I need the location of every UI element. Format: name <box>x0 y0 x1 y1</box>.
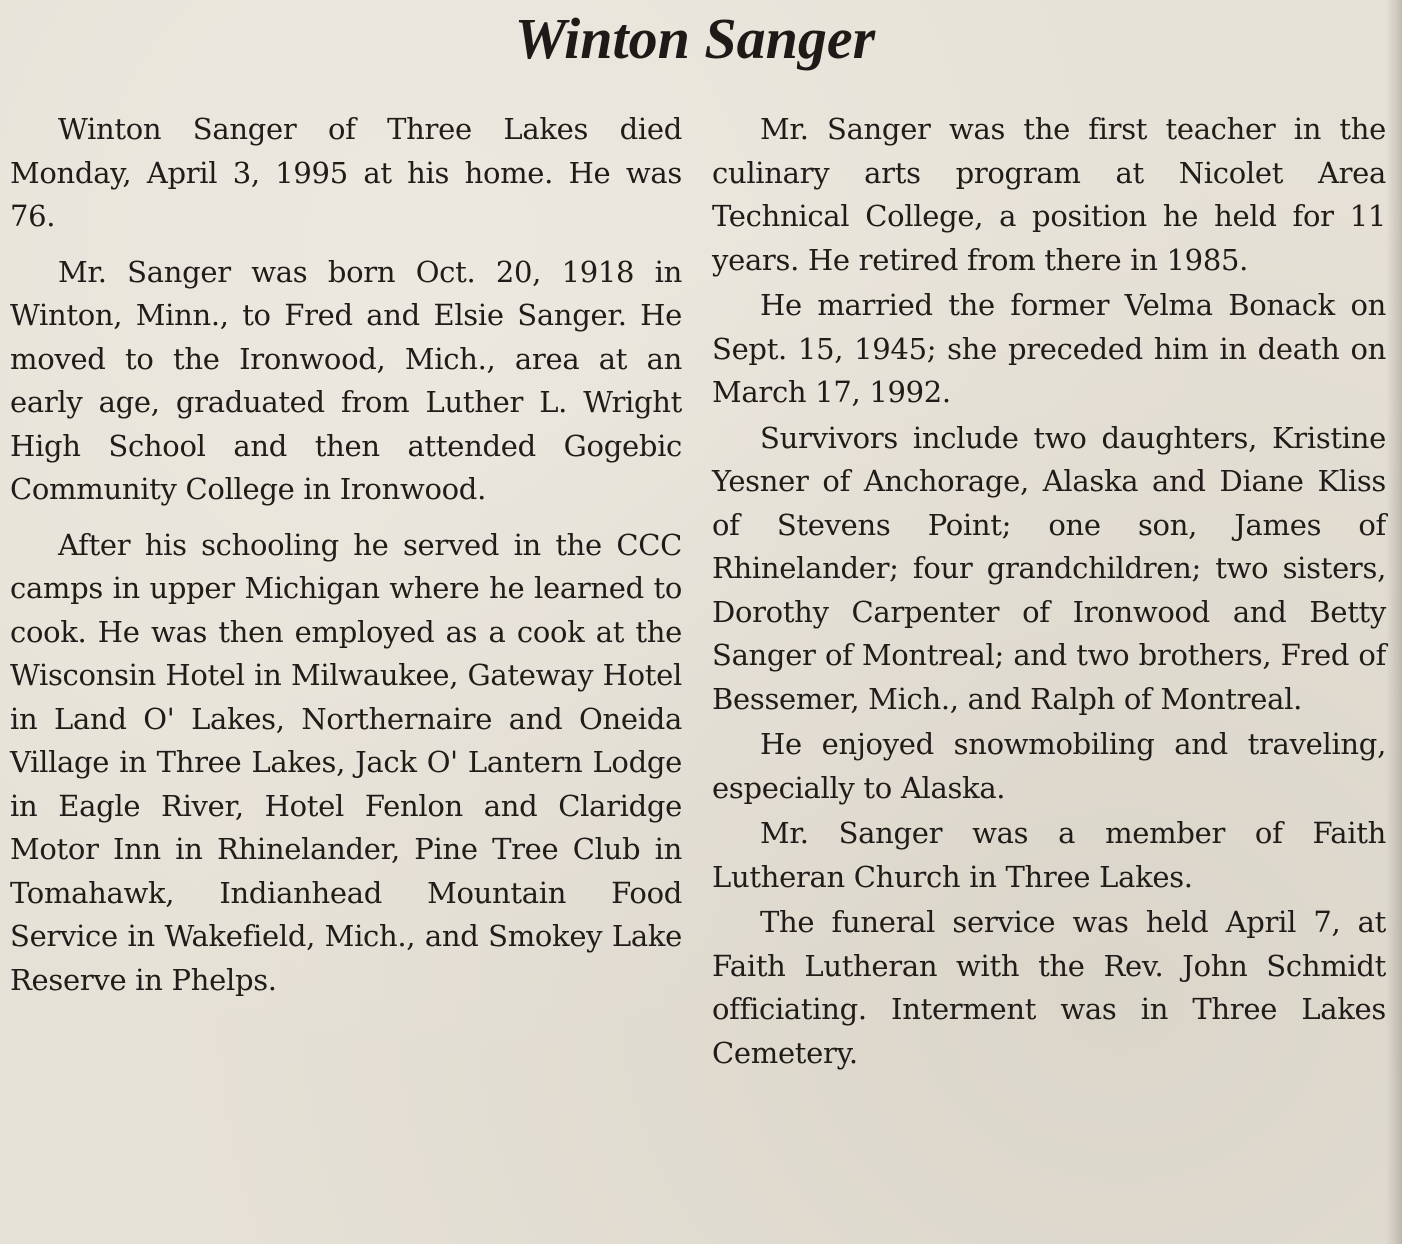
paragraph-church: Mr. Sanger was a member of Faith Lutheran Church in Three Lakes. <box>712 816 1386 894</box>
paragraph-hobbies: He enjoyed snowmobiling and traveling, especially to Alaska. <box>712 727 1386 805</box>
paragraph-marriage: He married the former Velma Bonack on Sept. 15, 1945; she preceded him in death on March 17, 1992. <box>712 288 1386 409</box>
paragraph-early-life: Mr. Sanger was born Oct. 20, 1918 in Winton, Minn., to Fred and Elsie Sanger. He moved to the Ironwood, Mich., area at an early age, graduated from Luther L. Wright High School and then attended Gogebic Community College in Ironwood. <box>10 254 682 506</box>
right-column <box>712 108 1386 1075</box>
paragraph-death-notice: Winton Sanger of Three Lakes died Monday, April 3, 1995 at his home. He was 76. <box>10 112 682 233</box>
page-edge-shadow <box>1386 0 1402 1244</box>
paragraph-career: After his schooling he served in the CCC camps in upper Michigan where he learned to cook. He was then employed as a cook at the Wisconsin Hotel in Milwaukee, Gateway Hotel in Land O' Lakes, Northernaire and Oneida Village in Three Lakes, Jack O' Lantern Lodge in Eagle River, Hotel Fenlon and Claridge Motor Inn in Rhinelander, Pine Tree Club in Tomahawk, Indianhead Mountain Food Service in Wakefield, Mich., and Smokey Lake Reserve in Phelps. <box>10 527 682 997</box>
paragraph-teaching: Mr. Sanger was the first teacher in the culinary arts program at Nicolet Area Technical College, a position he held for 11 years. He retired from there in 1985. <box>712 112 1386 277</box>
obituary-headline: Winton Sanger <box>514 6 876 71</box>
left-column <box>10 108 682 1002</box>
paragraph-funeral: The funeral service was held April 7, at Faith Lutheran with the Rev. John Schmidt officiating. Interment was in Three Lakes Cemetery. <box>712 905 1386 1070</box>
paragraph-survivors: Survivors include two daughters, Kristine Yesner of Anchorage, Alaska and Diane Kliss of Stevens Point; one son, James of Rhinelander; four grandchildren; two sisters, Dorothy Carpenter of Ironwood and Betty Sanger of Montreal; and two brothers, Fred of Bessemer, Mich., and Ralph of Montreal. <box>712 420 1386 716</box>
